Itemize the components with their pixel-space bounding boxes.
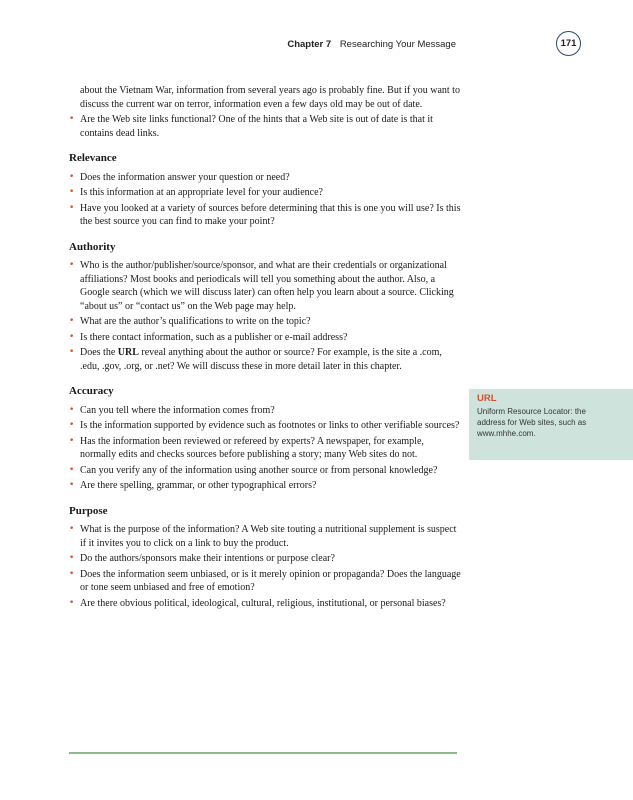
main-text <box>69 84 461 612</box>
glossary-definition: Uniform Resource Locator: the address for Web sites, such as www.mhhe.com. <box>477 407 587 438</box>
url-term: URL <box>117 347 139 358</box>
page-number: 171 <box>556 31 581 56</box>
list-item: • Is this information at an appropriate level for your audience? <box>69 186 461 200</box>
list-item: • Can you tell where the information comes from? <box>69 404 461 418</box>
list-item: • Is the information supported by evidence such as footnotes or links to other verifiable sources? <box>69 419 461 433</box>
list-item: • What are the author’s qualifications to write on the topic? <box>69 315 461 329</box>
heading-relevance: Relevance <box>69 152 117 164</box>
accuracy-list <box>69 404 461 493</box>
list-item: • Can you verify any of the information using another source or from personal knowledge? <box>69 464 461 478</box>
list-item-url <box>69 346 461 373</box>
url-bullet-after: reveal anything about the author or source? For example, is the site a .com, .edu, .gov, .org, or .net? We will discuss these in more detail later in this chapter. <box>80 347 442 372</box>
heading-accuracy: Accuracy <box>69 385 114 397</box>
list-item: • Do the authors/sponsors make their intentions or purpose clear? <box>69 552 461 566</box>
url-bullet-before: Does the <box>80 347 118 358</box>
heading-authority: Authority <box>69 240 116 253</box>
list-item: • Has the information been reviewed or refereed by experts? A newspaper, for example, normally edits and checks sources before publishing a story; many Web sites do not. <box>69 435 461 462</box>
list-item: • Who is the author/publisher/source/sponsor, and what are their credentials or organizational affiliations? Most books and periodicals will tell you something about the author. Also, a Google search (which we will discuss later) can often help you learn about a source. Clicking “about us” or “contact us” on the Web page may help. <box>69 259 461 313</box>
list-item: • Does the information seem unbiased, or is it merely opinion or propaganda? Does the language or tone seem unbiased and free of emotion? <box>69 568 461 595</box>
running-head <box>287 39 456 50</box>
heading-purpose: Purpose <box>69 504 108 517</box>
purpose-list <box>69 523 461 610</box>
list-item: • Are the Web site links functional? One of the hints that a Web site is out of date is that it contains dead links. <box>69 113 461 140</box>
relevance-list <box>69 171 461 229</box>
authority-list <box>69 259 461 373</box>
list-item: • Have you looked at a variety of sources before determining that this is one you will use? Is this the best source you can find to make your point? <box>69 202 461 229</box>
chapter-label: Chapter 7 <box>287 39 332 50</box>
bottom-divider <box>69 752 457 754</box>
intro-list <box>69 113 461 140</box>
margin-glossary-note <box>469 389 633 460</box>
list-item: • Does the information answer your question or need? <box>69 171 461 185</box>
list-item: • What is the purpose of the information? A Web site touting a nutritional supplement is suspect if it invites you to click on a link to buy the product. <box>69 523 461 550</box>
continued-paragraph: about the Vietnam War, information from several years ago is probably fine. But if you want to discuss the current war on terror, information even a few days old may be out of date. <box>80 85 460 110</box>
list-item: • Are there spelling, grammar, or other typographical errors? <box>69 479 461 493</box>
list-item: • Are there obvious political, ideological, cultural, religious, institutional, or personal biases? <box>69 597 461 611</box>
glossary-term: URL <box>477 393 497 404</box>
list-item: • Is there contact information, such as a publisher or e-mail address? <box>69 331 461 345</box>
chapter-title: Researching Your Message <box>339 39 456 50</box>
